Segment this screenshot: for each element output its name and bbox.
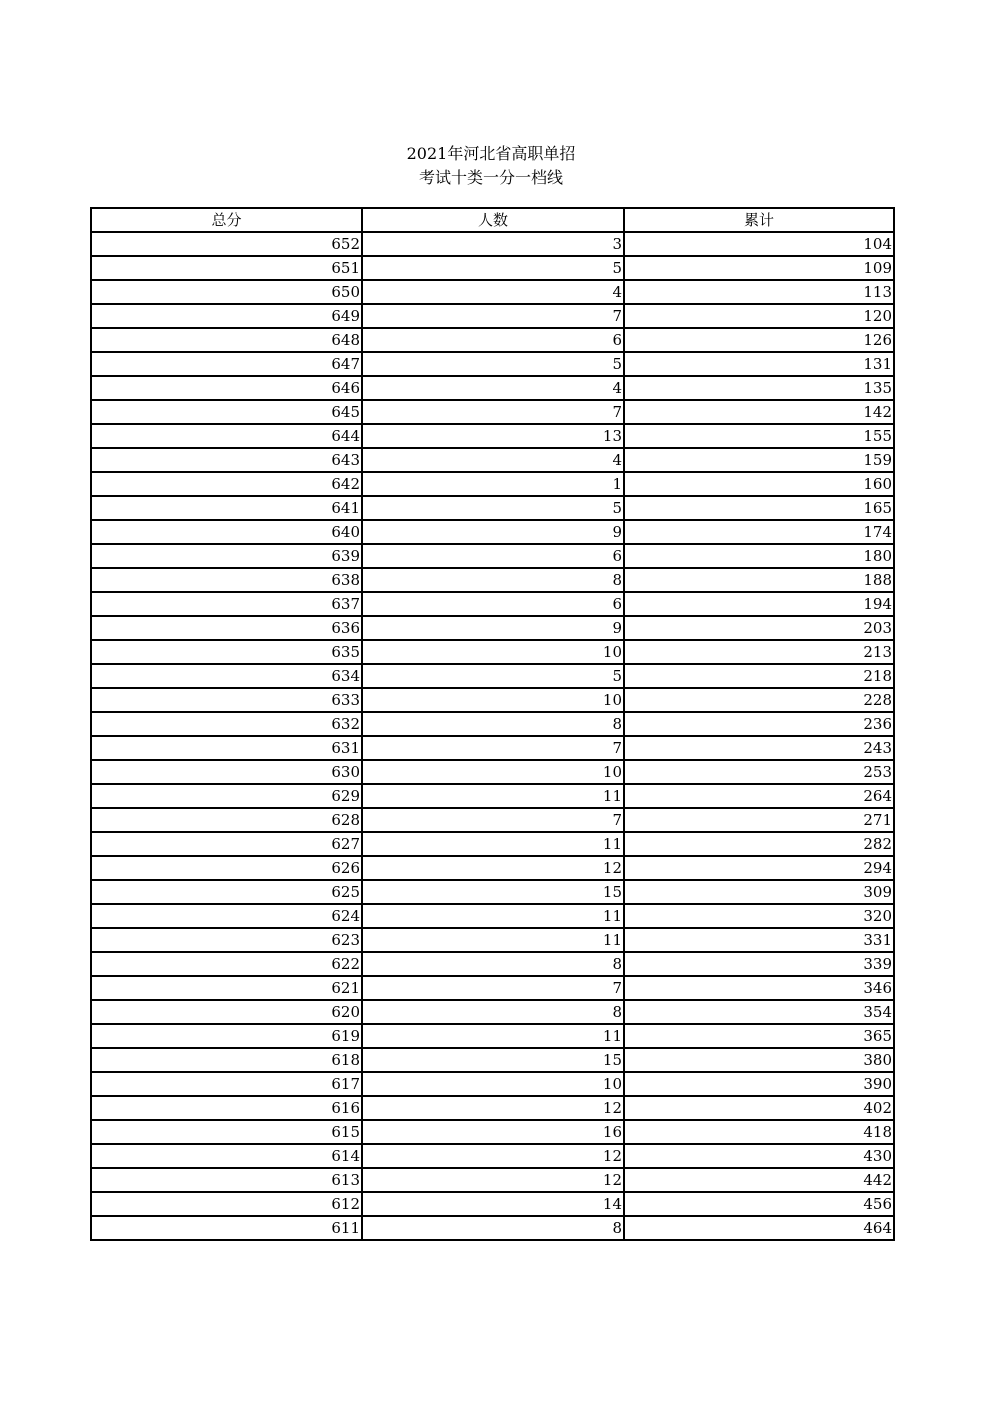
cell-cumulative: 104: [624, 232, 894, 256]
cell-count: 8: [362, 1216, 624, 1240]
table-row: [91, 1072, 894, 1096]
cell-total-score: 618: [91, 1048, 362, 1072]
table-row: [91, 976, 894, 1000]
cell-total-score: 615: [91, 1120, 362, 1144]
cell-count: 12: [362, 1096, 624, 1120]
cell-count: 3: [362, 232, 624, 256]
cell-cumulative: 155: [624, 424, 894, 448]
cell-cumulative: 365: [624, 1024, 894, 1048]
table-row: [91, 424, 894, 448]
cell-cumulative: 135: [624, 376, 894, 400]
cell-count: 16: [362, 1120, 624, 1144]
cell-cumulative: 180: [624, 544, 894, 568]
cell-count: 9: [362, 616, 624, 640]
cell-total-score: 631: [91, 736, 362, 760]
table-row: [91, 784, 894, 808]
cell-total-score: 622: [91, 952, 362, 976]
page-title: 2021年河北省高职单招: [406, 144, 576, 163]
table-row: [91, 1096, 894, 1120]
cell-total-score: 647: [91, 352, 362, 376]
cell-total-score: 616: [91, 1096, 362, 1120]
cell-cumulative: 354: [624, 1000, 894, 1024]
cell-count: 10: [362, 640, 624, 664]
cell-total-score: 623: [91, 928, 362, 952]
cell-count: 5: [362, 352, 624, 376]
cell-cumulative: 442: [624, 1168, 894, 1192]
cell-total-score: 619: [91, 1024, 362, 1048]
cell-total-score: 630: [91, 760, 362, 784]
cell-total-score: 643: [91, 448, 362, 472]
cell-total-score: 621: [91, 976, 362, 1000]
header-cumulative: 累计: [624, 208, 894, 232]
cell-total-score: 629: [91, 784, 362, 808]
table-row: [91, 304, 894, 328]
cell-count: 15: [362, 1048, 624, 1072]
cell-total-score: 646: [91, 376, 362, 400]
cell-cumulative: 331: [624, 928, 894, 952]
cell-count: 6: [362, 592, 624, 616]
cell-total-score: 648: [91, 328, 362, 352]
table-row: [91, 568, 894, 592]
cell-cumulative: 165: [624, 496, 894, 520]
cell-total-score: 620: [91, 1000, 362, 1024]
table-row: [91, 856, 894, 880]
cell-total-score: 612: [91, 1192, 362, 1216]
table-row: [91, 616, 894, 640]
cell-total-score: 625: [91, 880, 362, 904]
cell-count: 5: [362, 256, 624, 280]
cell-cumulative: 126: [624, 328, 894, 352]
cell-count: 5: [362, 496, 624, 520]
cell-count: 10: [362, 1072, 624, 1096]
cell-total-score: 633: [91, 688, 362, 712]
cell-count: 8: [362, 952, 624, 976]
cell-total-score: 645: [91, 400, 362, 424]
cell-count: 14: [362, 1192, 624, 1216]
cell-cumulative: 213: [624, 640, 894, 664]
cell-cumulative: 320: [624, 904, 894, 928]
cell-count: 5: [362, 664, 624, 688]
cell-count: 4: [362, 280, 624, 304]
cell-cumulative: 236: [624, 712, 894, 736]
table-row: [91, 520, 894, 544]
page-subtitle: 考试十类一分一档线: [418, 168, 563, 187]
cell-count: 8: [362, 712, 624, 736]
cell-count: 11: [362, 784, 624, 808]
table-row: [91, 232, 894, 256]
cell-total-score: 624: [91, 904, 362, 928]
cell-total-score: 635: [91, 640, 362, 664]
table-row: [91, 1144, 894, 1168]
table-body: [91, 232, 894, 1240]
cell-cumulative: 380: [624, 1048, 894, 1072]
cell-cumulative: 243: [624, 736, 894, 760]
table-row: [91, 1216, 894, 1240]
cell-cumulative: 188: [624, 568, 894, 592]
cell-cumulative: 294: [624, 856, 894, 880]
cell-total-score: 632: [91, 712, 362, 736]
cell-cumulative: 430: [624, 1144, 894, 1168]
table-header-row: [91, 208, 894, 232]
cell-cumulative: 113: [624, 280, 894, 304]
cell-cumulative: 174: [624, 520, 894, 544]
table-row: [91, 592, 894, 616]
cell-cumulative: 264: [624, 784, 894, 808]
cell-count: 11: [362, 1024, 624, 1048]
cell-count: 7: [362, 808, 624, 832]
cell-total-score: 611: [91, 1216, 362, 1240]
cell-cumulative: 109: [624, 256, 894, 280]
header-total-score: 总分: [91, 208, 362, 232]
cell-total-score: 636: [91, 616, 362, 640]
cell-cumulative: 309: [624, 880, 894, 904]
table-row: [91, 808, 894, 832]
table-row: [91, 640, 894, 664]
cell-cumulative: 194: [624, 592, 894, 616]
cell-count: 10: [362, 760, 624, 784]
table-row: [91, 400, 894, 424]
cell-cumulative: 142: [624, 400, 894, 424]
cell-count: 7: [362, 304, 624, 328]
cell-cumulative: 271: [624, 808, 894, 832]
cell-cumulative: 456: [624, 1192, 894, 1216]
table-row: [91, 544, 894, 568]
cell-count: 12: [362, 1168, 624, 1192]
cell-count: 9: [362, 520, 624, 544]
table-row: [91, 880, 894, 904]
cell-total-score: 638: [91, 568, 362, 592]
table-row: [91, 712, 894, 736]
cell-cumulative: 203: [624, 616, 894, 640]
cell-total-score: 628: [91, 808, 362, 832]
table-row: [91, 1168, 894, 1192]
cell-cumulative: 402: [624, 1096, 894, 1120]
table-row: [91, 760, 894, 784]
header-count: 人数: [362, 208, 624, 232]
table-row: [91, 256, 894, 280]
cell-cumulative: 418: [624, 1120, 894, 1144]
cell-cumulative: 218: [624, 664, 894, 688]
cell-count: 6: [362, 328, 624, 352]
table-row: [91, 928, 894, 952]
table-row: [91, 376, 894, 400]
table-row: [91, 352, 894, 376]
cell-total-score: 614: [91, 1144, 362, 1168]
cell-total-score: 642: [91, 472, 362, 496]
table-row: [91, 1048, 894, 1072]
cell-cumulative: 159: [624, 448, 894, 472]
cell-count: 11: [362, 832, 624, 856]
score-table: [90, 207, 895, 1241]
table-row: [91, 1000, 894, 1024]
table-row: [91, 448, 894, 472]
table-row: [91, 736, 894, 760]
table-row: [91, 1120, 894, 1144]
table-row: [91, 280, 894, 304]
cell-count: 11: [362, 904, 624, 928]
cell-cumulative: 339: [624, 952, 894, 976]
cell-count: 7: [362, 736, 624, 760]
cell-cumulative: 282: [624, 832, 894, 856]
cell-count: 4: [362, 448, 624, 472]
table-row: [91, 1192, 894, 1216]
table-row: [91, 832, 894, 856]
cell-count: 12: [362, 1144, 624, 1168]
cell-total-score: 637: [91, 592, 362, 616]
cell-cumulative: 390: [624, 1072, 894, 1096]
cell-cumulative: 253: [624, 760, 894, 784]
table-row: [91, 496, 894, 520]
table-row: [91, 688, 894, 712]
cell-count: 12: [362, 856, 624, 880]
cell-count: 10: [362, 688, 624, 712]
cell-total-score: 644: [91, 424, 362, 448]
cell-total-score: 613: [91, 1168, 362, 1192]
cell-total-score: 639: [91, 544, 362, 568]
cell-total-score: 652: [91, 232, 362, 256]
cell-count: 7: [362, 976, 624, 1000]
cell-count: 1: [362, 472, 624, 496]
cell-total-score: 640: [91, 520, 362, 544]
table-row: [91, 664, 894, 688]
cell-count: 6: [362, 544, 624, 568]
cell-total-score: 627: [91, 832, 362, 856]
cell-total-score: 626: [91, 856, 362, 880]
cell-total-score: 641: [91, 496, 362, 520]
table-row: [91, 1024, 894, 1048]
cell-count: 7: [362, 400, 624, 424]
cell-total-score: 617: [91, 1072, 362, 1096]
cell-count: 8: [362, 1000, 624, 1024]
cell-count: 15: [362, 880, 624, 904]
cell-cumulative: 464: [624, 1216, 894, 1240]
cell-cumulative: 120: [624, 304, 894, 328]
table-row: [91, 904, 894, 928]
cell-count: 8: [362, 568, 624, 592]
cell-cumulative: 346: [624, 976, 894, 1000]
cell-cumulative: 228: [624, 688, 894, 712]
cell-count: 4: [362, 376, 624, 400]
cell-total-score: 649: [91, 304, 362, 328]
cell-count: 11: [362, 928, 624, 952]
cell-cumulative: 131: [624, 352, 894, 376]
table-row: [91, 472, 894, 496]
cell-cumulative: 160: [624, 472, 894, 496]
table-row: [91, 952, 894, 976]
table-row: [91, 328, 894, 352]
cell-total-score: 651: [91, 256, 362, 280]
cell-total-score: 634: [91, 664, 362, 688]
cell-count: 13: [362, 424, 624, 448]
cell-total-score: 650: [91, 280, 362, 304]
